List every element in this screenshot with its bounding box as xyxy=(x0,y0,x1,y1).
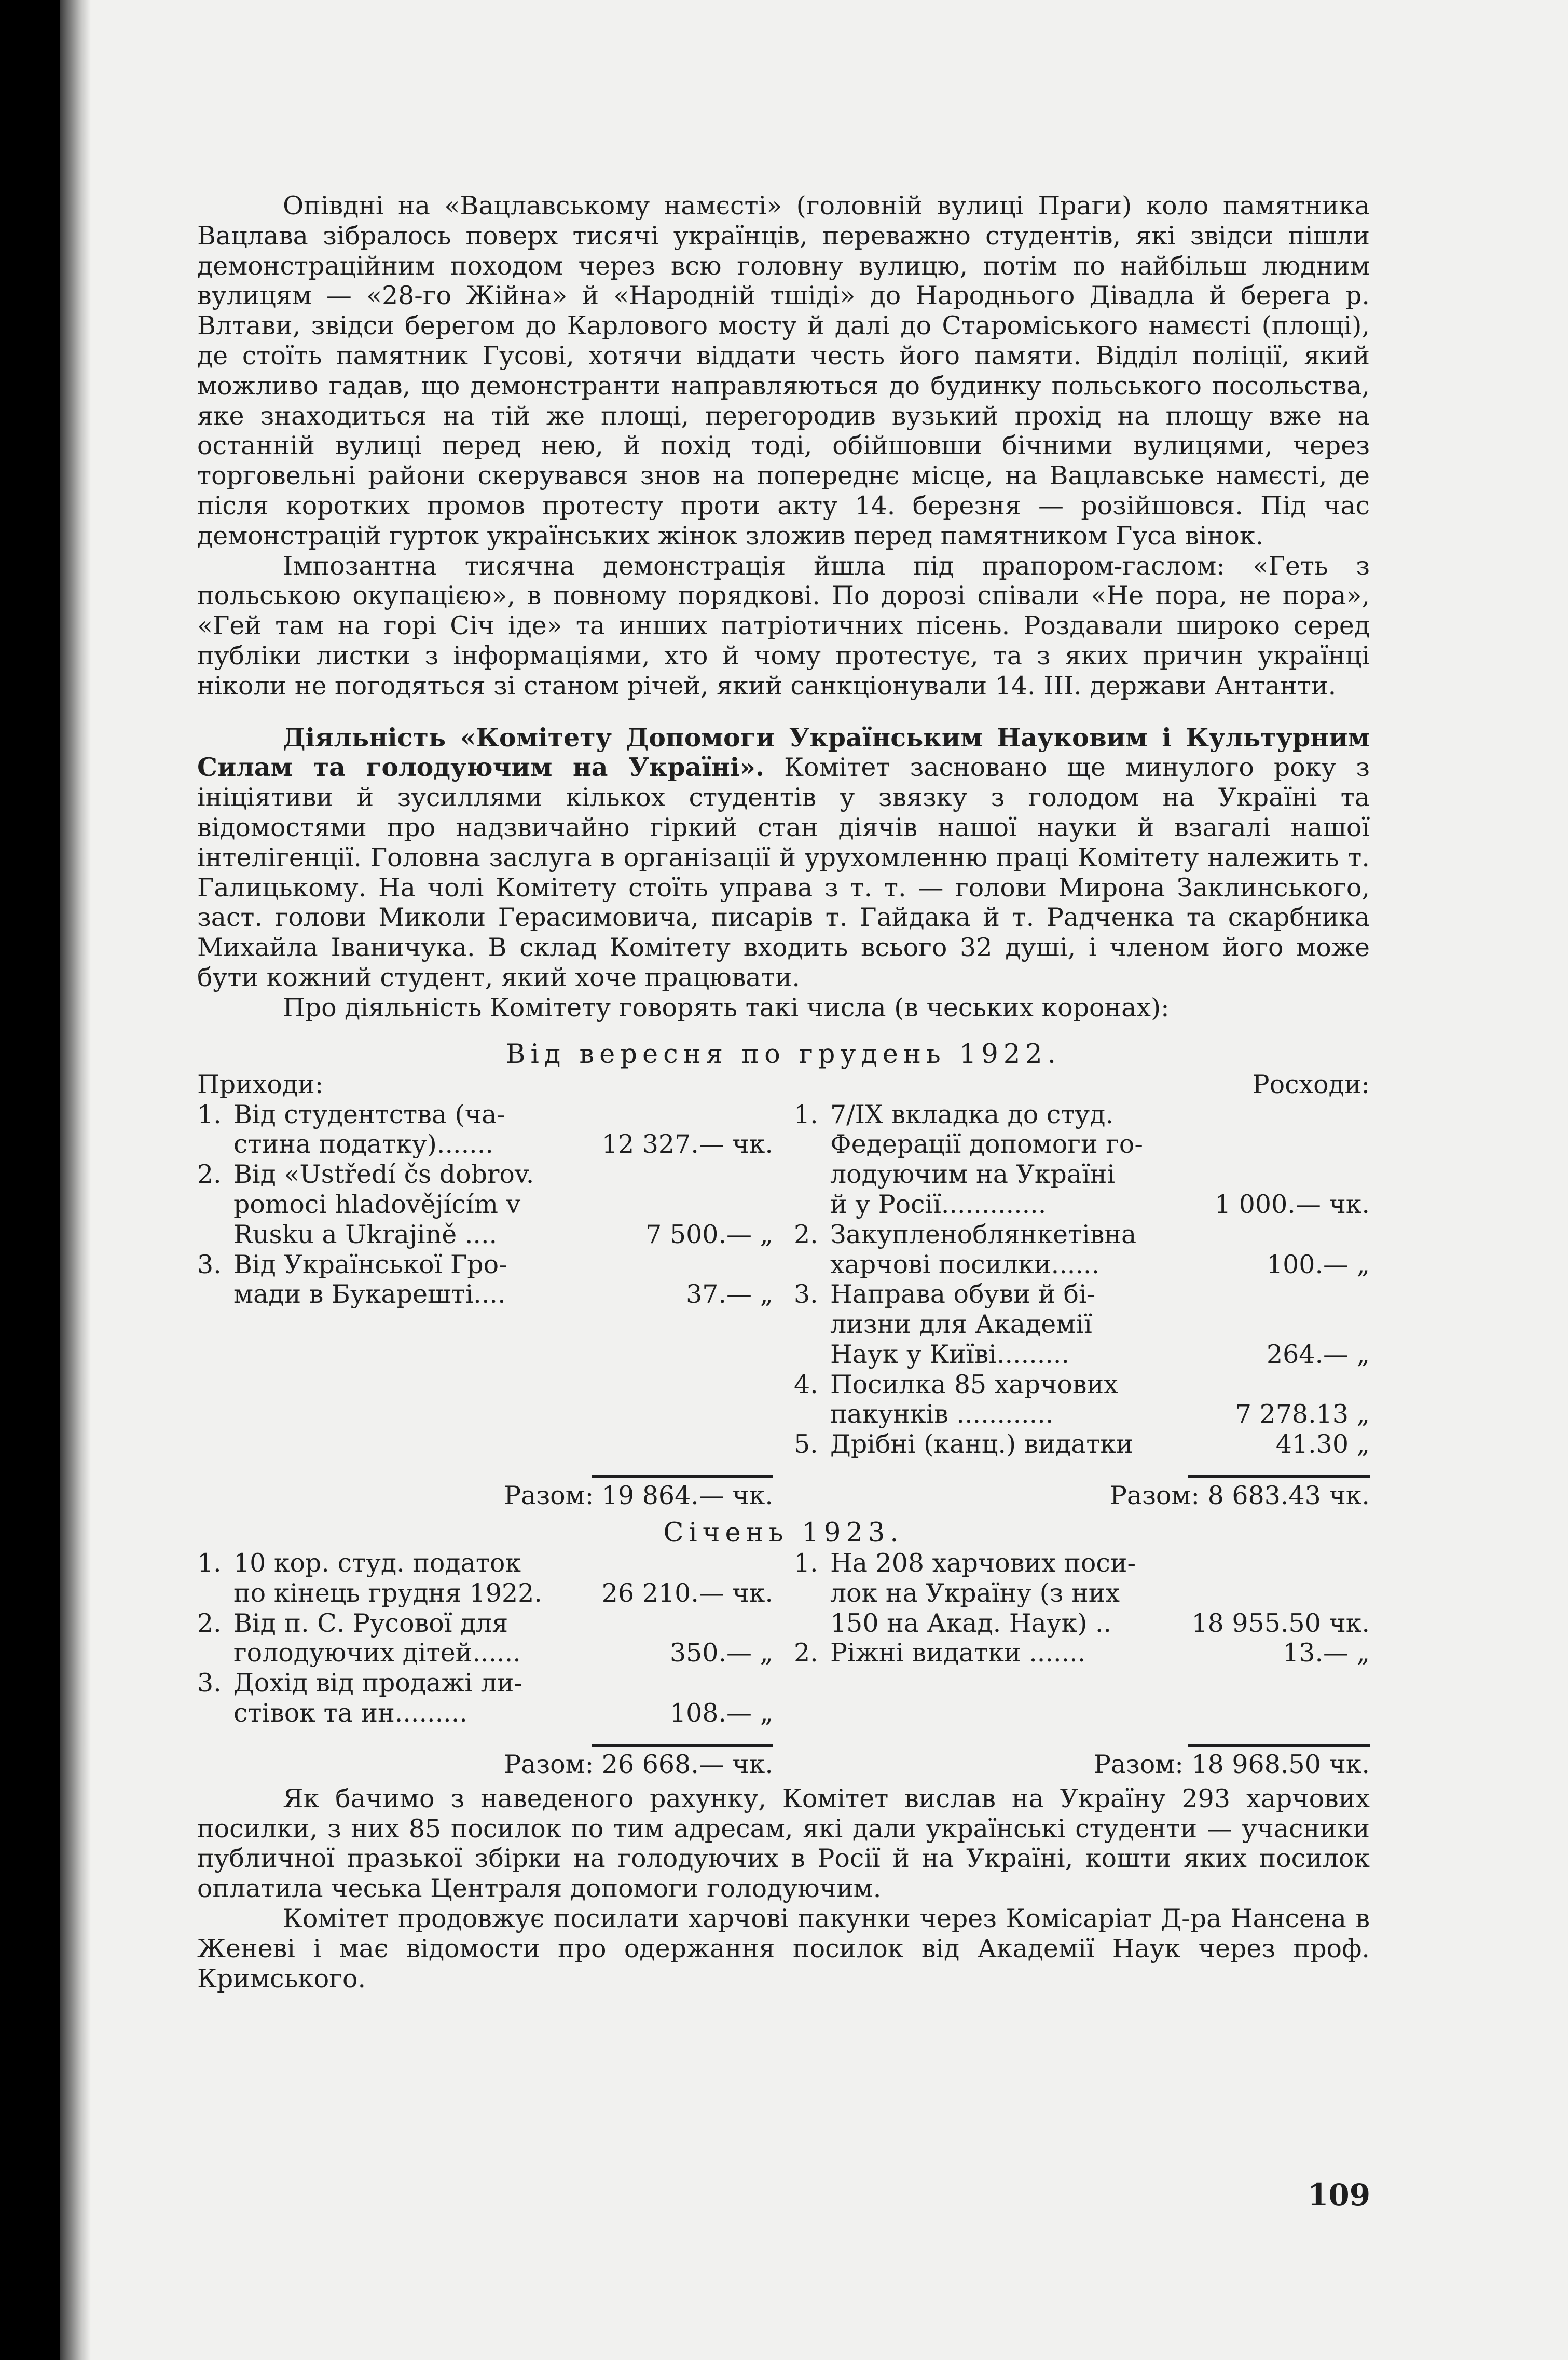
item-text: pomoci hladovějícím v xyxy=(233,1189,521,1219)
item-text: Дохід від продажі ли- xyxy=(233,1668,522,1698)
ledger-line xyxy=(197,1578,773,1608)
table1-income xyxy=(197,1100,773,1511)
income-label: Приходи: xyxy=(197,1069,324,1099)
page xyxy=(60,0,1568,2360)
item-number: 1. xyxy=(197,1099,222,1129)
item-amount: 7 278.13 „ xyxy=(1235,1399,1370,1429)
item-text: харчові посилки...... xyxy=(830,1249,1100,1279)
paragraph-4: Про діяльність Комітету говорять такі числа (в чеських коронах): xyxy=(283,992,1170,1022)
table2-expense xyxy=(794,1548,1370,1780)
ledger-line xyxy=(197,1668,773,1698)
item-amount: 264.— „ xyxy=(1266,1339,1370,1369)
ledger-line xyxy=(794,1399,1370,1429)
ledger-line xyxy=(197,1100,773,1130)
table1-title: Від вересня по грудень 1922. xyxy=(506,1039,1061,1070)
item-amount: 12 327.— чк. xyxy=(601,1129,773,1159)
item-text: голодуючих дітей...... xyxy=(233,1638,521,1668)
section-body: Комітет засновано ще минулого року з ініціятиви й зусиллями кількох студентів у звязку з голодом на Україні та відомостями про надзвичайно гіркий стан діячів нашої науки й взагалі нашої інтелігенції. Головна заслуга в організації й урухомленню праці Комітету належить т. Галицькому. На чолі Комітету стоїть управа з т. т. — голови Мирона Заклинського, заст. голови Миколи Герасимовича, писарів т. Гайдака й т. Радченка та скарбника Михайла Іваничука. В склад Комітету входить всього 32 душі, і членом його може бути кожний студент, який хоче працювати. xyxy=(197,753,1370,992)
expense-label: Росходи: xyxy=(1252,1069,1370,1099)
item-text: Ріжні видатки ....... xyxy=(830,1638,1086,1668)
item-number: 1. xyxy=(197,1548,222,1578)
item-text: Від студентства (ча- xyxy=(233,1099,505,1129)
ledger-line xyxy=(794,1429,1370,1459)
item-text: мади в Букарешті.... xyxy=(233,1279,506,1309)
ledger-line xyxy=(794,1638,1370,1668)
item-text: лок на Україну (з них xyxy=(830,1578,1120,1608)
item-number: 5. xyxy=(794,1429,818,1459)
item-text: Федерації допомоги го- xyxy=(830,1129,1143,1159)
item-text: Закупленоблянкетівна xyxy=(830,1219,1137,1249)
item-amount: 350.— „ xyxy=(669,1638,773,1668)
total-line: Разом: 18 968.50 чк. xyxy=(1093,1749,1370,1779)
item-amount: 108.— „ xyxy=(669,1698,773,1728)
item-text: Направа обуви й бі- xyxy=(830,1279,1096,1309)
ledger-line xyxy=(794,1548,1370,1578)
item-text: Від Української Гро- xyxy=(233,1249,507,1279)
page-number: 109 xyxy=(1308,2177,1371,2213)
item-number: 2. xyxy=(197,1608,222,1638)
ledger-line xyxy=(197,1638,773,1668)
ledger-line xyxy=(794,1250,1370,1280)
ledger-line xyxy=(794,1100,1370,1130)
ledger-line xyxy=(794,1578,1370,1608)
item-text: 10 кор. студ. податок xyxy=(233,1548,521,1578)
item-amount: 7 500.— „ xyxy=(645,1219,773,1249)
paragraph-6: Комітет продовжує посилати харчові пакунки через Комісаріат Д-ра Нансена в Женеві і має відомости про одержання посилок від Академії Наук через проф. Кримського. xyxy=(197,1904,1370,1994)
ledger-line xyxy=(794,1340,1370,1370)
paragraph-5: Як бачимо з наведеного рахунку, Комітет вислав на Україну 293 харчових посилки, з них 85 посилок по тим адресам, які дали українські студенти — учасники публичної празької збірки на голодуючих в Росії й на Україні, кошти яких посилок оплатила чеська Централя допомоги голодуючим. xyxy=(197,1783,1370,1904)
table2-income xyxy=(197,1548,773,1780)
item-amount: 13.— „ xyxy=(1283,1638,1370,1668)
total-rule xyxy=(1188,1475,1370,1478)
total-rule xyxy=(592,1744,773,1747)
ledger-line xyxy=(197,1190,773,1220)
total-rule xyxy=(1188,1744,1370,1747)
item-amount: 41.30 „ xyxy=(1275,1429,1370,1459)
item-text: лизни для Академії xyxy=(830,1309,1092,1340)
ledger-line xyxy=(794,1279,1370,1309)
item-text: Посилка 85 харчових xyxy=(830,1369,1118,1399)
item-text: Від п. С. Русової для xyxy=(233,1608,508,1638)
item-number: 3. xyxy=(197,1668,222,1698)
table2-title: Січень 1923. xyxy=(663,1518,904,1549)
table2 xyxy=(197,1548,1370,1780)
item-text: пакунків ............ xyxy=(830,1399,1054,1429)
ledger-line xyxy=(794,1220,1370,1250)
ledger-line xyxy=(197,1220,773,1250)
section-heading: Діяльність «Комітету Допомоги Українським Науковим і Культурним Силам та голодуючим на Україні». xyxy=(197,722,1370,783)
item-text: по кінець грудня 1922. xyxy=(233,1578,542,1608)
table1-labels xyxy=(197,1070,1370,1100)
total-line: Разом: 8 683.43 чк. xyxy=(1110,1481,1370,1511)
item-number: 3. xyxy=(197,1249,222,1279)
item-text: 7/IX вкладка до студ. xyxy=(830,1099,1114,1129)
ledger-line xyxy=(794,1159,1370,1190)
paragraph-1: Опівдні на «Вацлавському намєсті» (головній вулиці Праги) коло памятника Вацлава зібралось поверх тисячі українців, переважно студентів, які звідси пішли демонстраційним походом через всю головну вулицю, потім по найбільш людним вулицям — «28-го Жійна» й «Народній тшіді» до Народнього Дівадла й берега р. Влтави, звідси берегом до Карлового мосту й далі до Староміського намєсті (площі), де стоїть памятник Гусові, хотячи віддати честь його памяти. Відділ поліції, який можливо гадав, що демонстранти направляються до будинку польського посольства, яке знаходиться на тій же площі, перегородив вузький прохід на площу вже на останній вулиці перед нею, й похід тоді, обійшовши бічними вулицями, через торговельні райони скерувався знов на попереднє місце, на Вацлавське намєсті, де після коротких промов протесту проти акту 14. березня — розійшовся. Під час демонстрацій гурток українських жінок зложив перед памятником Гуса вінок. xyxy=(197,191,1370,551)
item-text: Наук у Київі......... xyxy=(830,1339,1070,1369)
item-text: лодуючим на Україні xyxy=(830,1159,1116,1190)
item-amount: 18 955.50 чк. xyxy=(1191,1608,1370,1638)
item-amount: 1 000.— чк. xyxy=(1214,1189,1370,1219)
ledger-line xyxy=(197,1608,773,1639)
paragraph-3 xyxy=(197,723,1370,993)
ledger-line xyxy=(197,1279,773,1309)
table1 xyxy=(197,1100,1370,1511)
item-amount: 26 210.— чк. xyxy=(601,1578,773,1608)
item-text: Дрібні (канц.) видатки xyxy=(830,1429,1133,1459)
text-column xyxy=(197,191,1370,1994)
ledger-line xyxy=(197,1129,773,1159)
item-text: стина податку)....... xyxy=(233,1129,493,1159)
item-text: й у Росії............. xyxy=(830,1189,1047,1219)
item-text: На 208 харчових поси- xyxy=(830,1548,1136,1578)
item-number: 1. xyxy=(794,1548,818,1578)
binding-gutter xyxy=(60,0,91,2360)
ledger-line xyxy=(197,1159,773,1190)
ledger-line xyxy=(794,1309,1370,1340)
table1-expense xyxy=(794,1100,1370,1511)
ledger-line xyxy=(197,1548,773,1578)
item-number: 1. xyxy=(794,1099,818,1129)
item-number: 2. xyxy=(794,1219,818,1249)
paragraph-2: Імпозантна тисячна демонстрація йшла під прапором-гаслом: «Геть з польською окупацією», в повному порядкові. По дорозі співали «Не пора, не пора», «Гей там на горі Січ іде» та инших патріотичних пісень. Роздавали широко серед публіки листки з інформаціями, хто й чому протестує, та з яких причин українці ніколи не погодяться зі станом річей, який санкціонували 14. III. держави Антанти. xyxy=(197,551,1370,701)
ledger-line xyxy=(794,1370,1370,1400)
item-amount: 37.— „ xyxy=(686,1279,773,1309)
item-number: 2. xyxy=(794,1638,818,1668)
ledger-line xyxy=(197,1250,773,1280)
item-text: 150 на Акад. Наук) .. xyxy=(830,1608,1112,1638)
total-line: Разом: 19 864.— чк. xyxy=(504,1481,773,1511)
item-number: 3. xyxy=(794,1279,818,1309)
item-text: стівок та ин......... xyxy=(233,1698,467,1728)
total-rule xyxy=(592,1475,773,1478)
item-amount: 100.— „ xyxy=(1266,1249,1370,1279)
item-number: 2. xyxy=(197,1159,222,1190)
ledger-line xyxy=(197,1698,773,1728)
ledger-line xyxy=(794,1608,1370,1639)
item-text: Rusku a Ukrajině .... xyxy=(233,1219,498,1249)
ledger-line xyxy=(794,1129,1370,1159)
total-line: Разом: 26 668.— чк. xyxy=(504,1749,773,1779)
item-text: Від «Ustředí čs dobrov. xyxy=(233,1159,534,1190)
ledger-line xyxy=(794,1190,1370,1220)
item-number: 4. xyxy=(794,1369,818,1399)
